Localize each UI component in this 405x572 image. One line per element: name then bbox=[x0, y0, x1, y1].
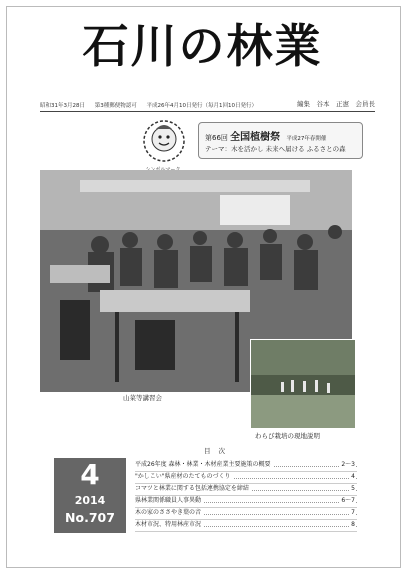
toc-item-title: 木材市況、特用林産市況 bbox=[135, 521, 202, 528]
toc-item-page: 8 bbox=[351, 521, 355, 528]
header-rule bbox=[40, 111, 375, 112]
issue-block bbox=[54, 458, 126, 533]
issue-serial: No.707 bbox=[65, 510, 115, 525]
festival-name: 全国植樹祭 bbox=[230, 132, 281, 143]
toc-item-page: 4 bbox=[351, 473, 355, 480]
main-photo-caption: 山菜等講習会 bbox=[123, 394, 162, 402]
toc-item-title: コマツと林業に関する包括連携協定を締結 bbox=[135, 485, 249, 492]
festival-ordinal: 第66回 bbox=[205, 134, 228, 142]
festival-title-line bbox=[205, 128, 326, 143]
toc-item-page: 7 bbox=[351, 509, 355, 516]
toc-item-page: 6～7 bbox=[341, 497, 355, 504]
toc-item bbox=[135, 484, 357, 496]
festival-year-note: 平成27年春開催 bbox=[286, 136, 327, 142]
toc-item bbox=[135, 520, 357, 532]
sub-photo-caption: わらび栽培の現地説明 bbox=[255, 432, 320, 440]
editor-credit: 編集 谷本 正憲 会員長 bbox=[297, 100, 375, 108]
toc-item bbox=[135, 496, 357, 508]
toc-item-title: 平成26年度 森林・林業・木材産業主要施策の概要 bbox=[135, 461, 271, 468]
toc-item-title: 木の家のささやき葉の音 bbox=[135, 509, 202, 516]
festival-theme: テーマ：木を活かし 未来へ届ける ふるさとの森 bbox=[205, 145, 346, 153]
toc-item bbox=[135, 460, 357, 472]
publication-info-item: 昭和31年3月28日 bbox=[40, 103, 85, 109]
publication-info-item: 第3種郵便物認可 bbox=[94, 103, 137, 109]
festival-banner bbox=[198, 122, 363, 159]
toc-item bbox=[135, 508, 357, 520]
toc-item-page: 5 bbox=[351, 485, 355, 492]
toc-item-title: "かしこい"県産材のたてものづくり bbox=[135, 473, 231, 480]
toc-item-title: 県林業関係職員人事異動 bbox=[135, 497, 202, 504]
toc-item-page: 2～3 bbox=[341, 461, 355, 468]
issue-number: 4 bbox=[80, 458, 100, 491]
toc-heading: 目次 bbox=[204, 447, 233, 455]
table-of-contents bbox=[135, 460, 357, 532]
toc-item bbox=[135, 472, 357, 484]
issue-year: 2014 bbox=[74, 494, 106, 507]
publication-info bbox=[40, 101, 265, 109]
publication-info-item: 平成26年4月10日発行（毎月1回10日発行） bbox=[146, 103, 257, 109]
fern-cultivation-photo bbox=[250, 339, 356, 429]
festival-symbol-mark bbox=[140, 117, 188, 167]
masthead-title: 石川の林業 bbox=[82, 19, 323, 73]
